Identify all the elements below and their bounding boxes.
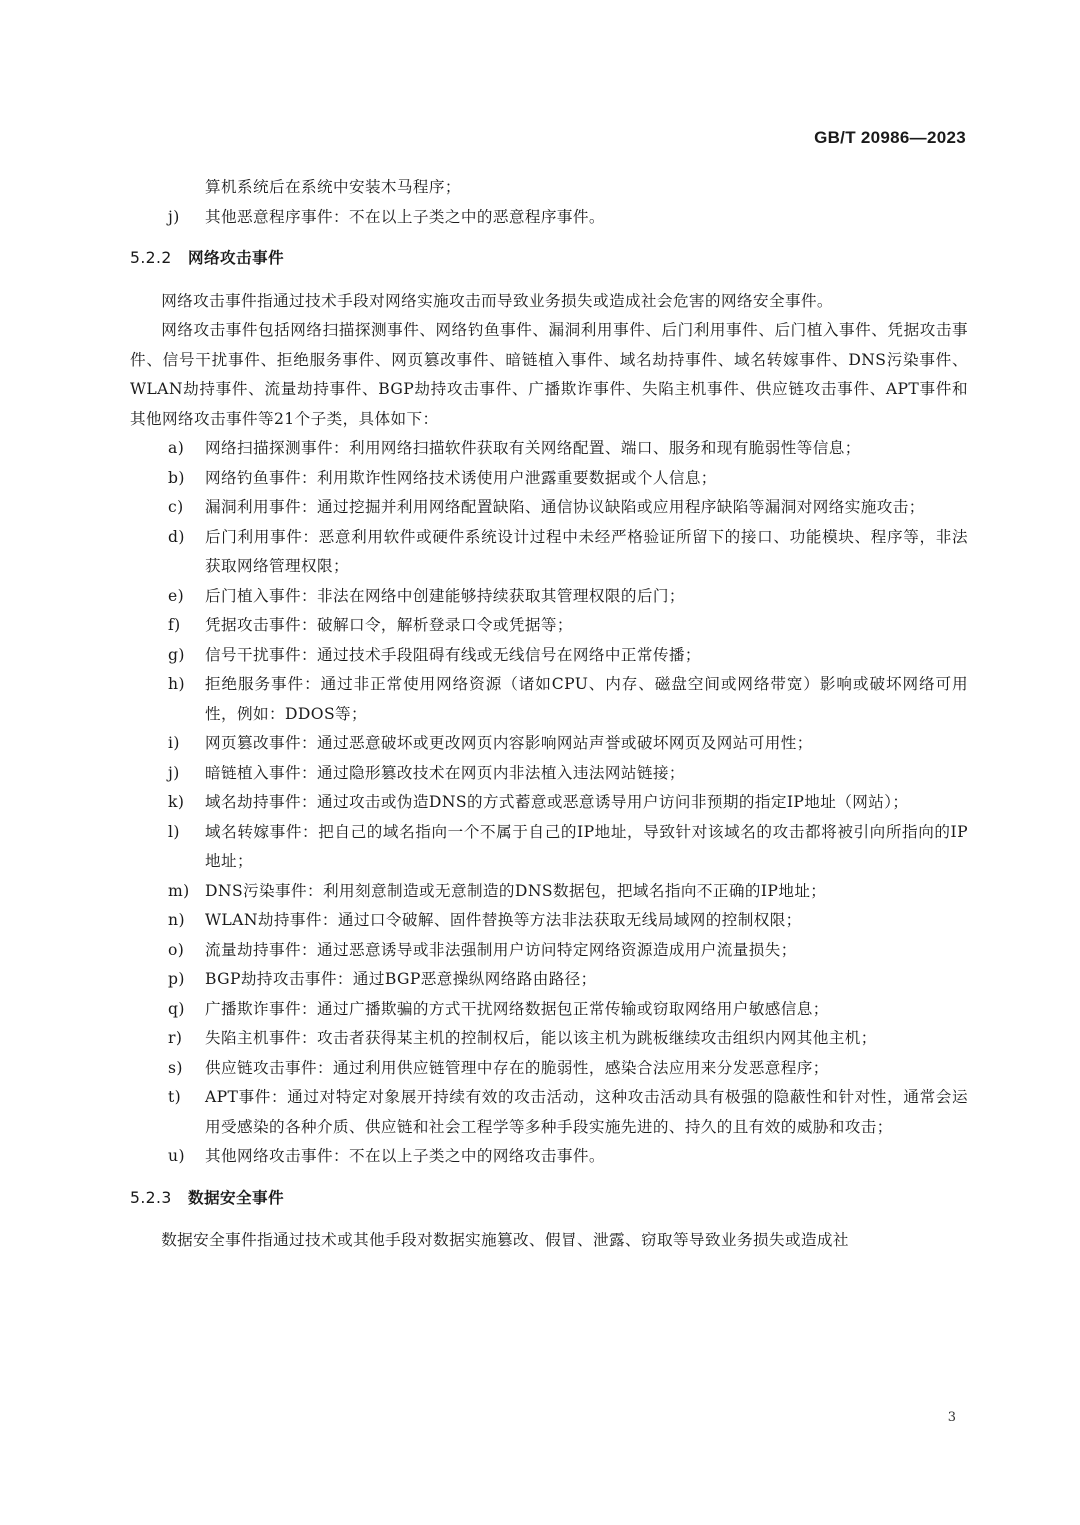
list-item bbox=[130, 523, 968, 582]
list-item bbox=[130, 995, 968, 1025]
list-item-label: f) bbox=[168, 616, 181, 634]
list-item bbox=[130, 1024, 968, 1054]
list-item-label: m) bbox=[168, 881, 190, 900]
list-item-text: 暗链植入事件：通过隐形篡改技术在网页内非法植入违法网站链接； bbox=[205, 763, 685, 782]
list-item-text: 其他恶意程序事件：不在以上子类之中的恶意程序事件。 bbox=[205, 207, 605, 226]
list-item-text: 网络扫描探测事件：利用网络扫描软件获取有关网络配置、端口、服务和现有脆弱性等信息； bbox=[205, 439, 861, 457]
paragraph: 网络攻击事件包括网络扫描探测事件、网络钓鱼事件、漏洞利用事件、后门利用事件、后门植入事件、凭据攻击事件、信号干扰事件、拒绝服务事件、网页篡改事件、暗链植入事件、域名劫持事件、域名转嫁事件、DNS污染事件、WLAN劫持事件、流量劫持事件、BGP劫持攻击事件、广播欺诈事件、失陷主机事件、供应链攻击事件、APT事件和其他网络攻击事件等21个子类，具体如下： bbox=[130, 321, 968, 428]
list-item-label: i) bbox=[168, 734, 180, 752]
section-number: 5.2.3 bbox=[130, 1188, 172, 1207]
list-item-label: k) bbox=[168, 793, 185, 811]
list-item-text: 域名转嫁事件：把自己的域名指向一个不属于自己的IP地址，导致针对该域名的攻击都将被引向所指向的IP地址； bbox=[205, 822, 968, 870]
list-item bbox=[130, 641, 968, 671]
list-item-label: h) bbox=[168, 675, 185, 693]
paragraph: 数据安全事件指通过技术或其他手段对数据实施篡改、假冒、泄露、窃取等导致业务损失或造成社 bbox=[161, 1231, 849, 1249]
list-item-label: j) bbox=[168, 763, 180, 782]
list-item-text: 失陷主机事件：攻击者获得某主机的控制权后，能以该主机为跳板继续攻击组织内网其他主机； bbox=[205, 1029, 877, 1047]
list-item-label: g) bbox=[168, 645, 185, 664]
list-item-text: 信号干扰事件：通过技术手段阻碍有线或无线信号在网络中正常传播； bbox=[205, 645, 701, 664]
list-item-label: u) bbox=[168, 1147, 185, 1165]
list-item-text: 拒绝服务事件：通过非正常使用网络资源（诸如CPU、内存、磁盘空间或网络带宽）影响或破坏网络可用性，例如：DDOS等； bbox=[205, 675, 968, 723]
list-item-text: 网络钓鱼事件：利用欺诈性网络技术诱使用户泄露重要数据或个人信息； bbox=[205, 468, 717, 487]
list-item bbox=[130, 1142, 968, 1172]
list-item-label: d) bbox=[168, 527, 185, 546]
list-item-text: 域名劫持事件：通过攻击或伪造DNS的方式蓄意或恶意诱导用户访问非预期的指定IP地址（网站）； bbox=[205, 793, 909, 811]
list-item-text: 其他网络攻击事件：不在以上子类之中的网络攻击事件。 bbox=[205, 1147, 605, 1165]
section-number: 5.2.2 bbox=[130, 249, 172, 267]
list-item-text: 凭据攻击事件：破解口令，解析登录口令或凭据等； bbox=[205, 616, 573, 634]
list-item bbox=[130, 464, 968, 494]
list-item-text: BGP劫持攻击事件：通过BGP恶意操纵网络路由路径； bbox=[205, 970, 597, 988]
list-item bbox=[130, 759, 968, 789]
list-item bbox=[130, 1083, 968, 1142]
list-item-label: c) bbox=[168, 498, 184, 516]
list-item-label: l) bbox=[168, 822, 180, 841]
list-item bbox=[130, 582, 968, 612]
list-item bbox=[130, 729, 968, 759]
list-item-label: r) bbox=[168, 1029, 183, 1047]
list-item-label: o) bbox=[168, 940, 185, 959]
list-item-label: a) bbox=[168, 439, 185, 457]
list-item-text: 漏洞利用事件：通过挖掘并利用网络配置缺陷、通信协议缺陷或应用程序缺陷等漏洞对网络实施攻击； bbox=[205, 498, 925, 516]
paragraph: 网络攻击事件指通过技术手段对网络实施攻击而导致业务损失或造成社会危害的网络安全事件。 bbox=[161, 291, 833, 310]
list-item-text: 供应链攻击事件：通过利用供应链管理中存在的脆弱性，感染合法应用来分发恶意程序； bbox=[205, 1058, 829, 1077]
list-item bbox=[130, 965, 968, 995]
list-item-label: j) bbox=[168, 207, 180, 226]
list-item bbox=[130, 493, 968, 523]
list-item bbox=[130, 670, 968, 729]
section-heading-5-2-2 bbox=[130, 244, 968, 274]
section-title: 网络攻击事件 bbox=[188, 249, 284, 267]
list-item-label: t) bbox=[168, 1088, 182, 1106]
list-item bbox=[130, 611, 968, 641]
continuation-text: 算机系统后在系统中安装木马程序； bbox=[205, 178, 461, 196]
list-item-label: e) bbox=[168, 586, 185, 605]
section-title: 数据安全事件 bbox=[188, 1188, 284, 1207]
list-item-text: 后门利用事件：恶意利用软件或硬件系统设计过程中未经严格验证所留下的接口、功能模块、程序等，非法获取网络管理权限； bbox=[205, 527, 968, 575]
list-item-label: n) bbox=[168, 911, 185, 929]
list-item bbox=[130, 1054, 968, 1084]
list-item bbox=[130, 877, 968, 907]
list-item bbox=[130, 434, 968, 464]
list-item-label: q) bbox=[168, 999, 185, 1018]
list-item-text: WLAN劫持事件：通过口令破解、固件替换等方法非法获取无线局域网的控制权限； bbox=[205, 911, 802, 929]
list-item bbox=[130, 818, 968, 877]
list-item-text: APT事件：通过对特定对象展开持续有效的攻击活动，这种攻击活动具有极强的隐蔽性和针对性，通常会运用受感染的各种介质、供应链和社会工程学等多种手段实施先进的、持久的且有效的威胁和攻击； bbox=[205, 1088, 968, 1136]
list-item-text: 流量劫持事件：通过恶意诱导或非法强制用户访问特定网络资源造成用户流量损失； bbox=[205, 940, 797, 959]
page-body bbox=[130, 173, 968, 1256]
list-item-label: p) bbox=[168, 970, 185, 988]
list-item-text: 后门植入事件：非法在网络中创建能够持续获取其管理权限的后门； bbox=[205, 586, 685, 605]
attack-event-list bbox=[130, 434, 968, 1172]
list-item-text: 广播欺诈事件：通过广播欺骗的方式干扰网络数据包正常传输或窃取网络用户敏感信息； bbox=[205, 999, 829, 1018]
standard-code: GB/T 20986—2023 bbox=[814, 128, 966, 147]
page-number: 3 bbox=[947, 1410, 956, 1425]
list-item bbox=[130, 788, 968, 818]
list-item bbox=[130, 906, 968, 936]
list-item bbox=[130, 203, 968, 233]
list-item bbox=[130, 936, 968, 966]
list-item-label: s) bbox=[168, 1058, 183, 1077]
list-item-text: DNS污染事件：利用刻意制造或无意制造的DNS数据包，把域名指向不正确的IP地址； bbox=[205, 881, 827, 900]
list-item-label: b) bbox=[168, 468, 185, 487]
list-item-text: 网页篡改事件：通过恶意破坏或更改网页内容影响网站声誉或破坏网页及网站可用性； bbox=[205, 734, 813, 752]
section-heading-5-2-3 bbox=[130, 1184, 968, 1214]
